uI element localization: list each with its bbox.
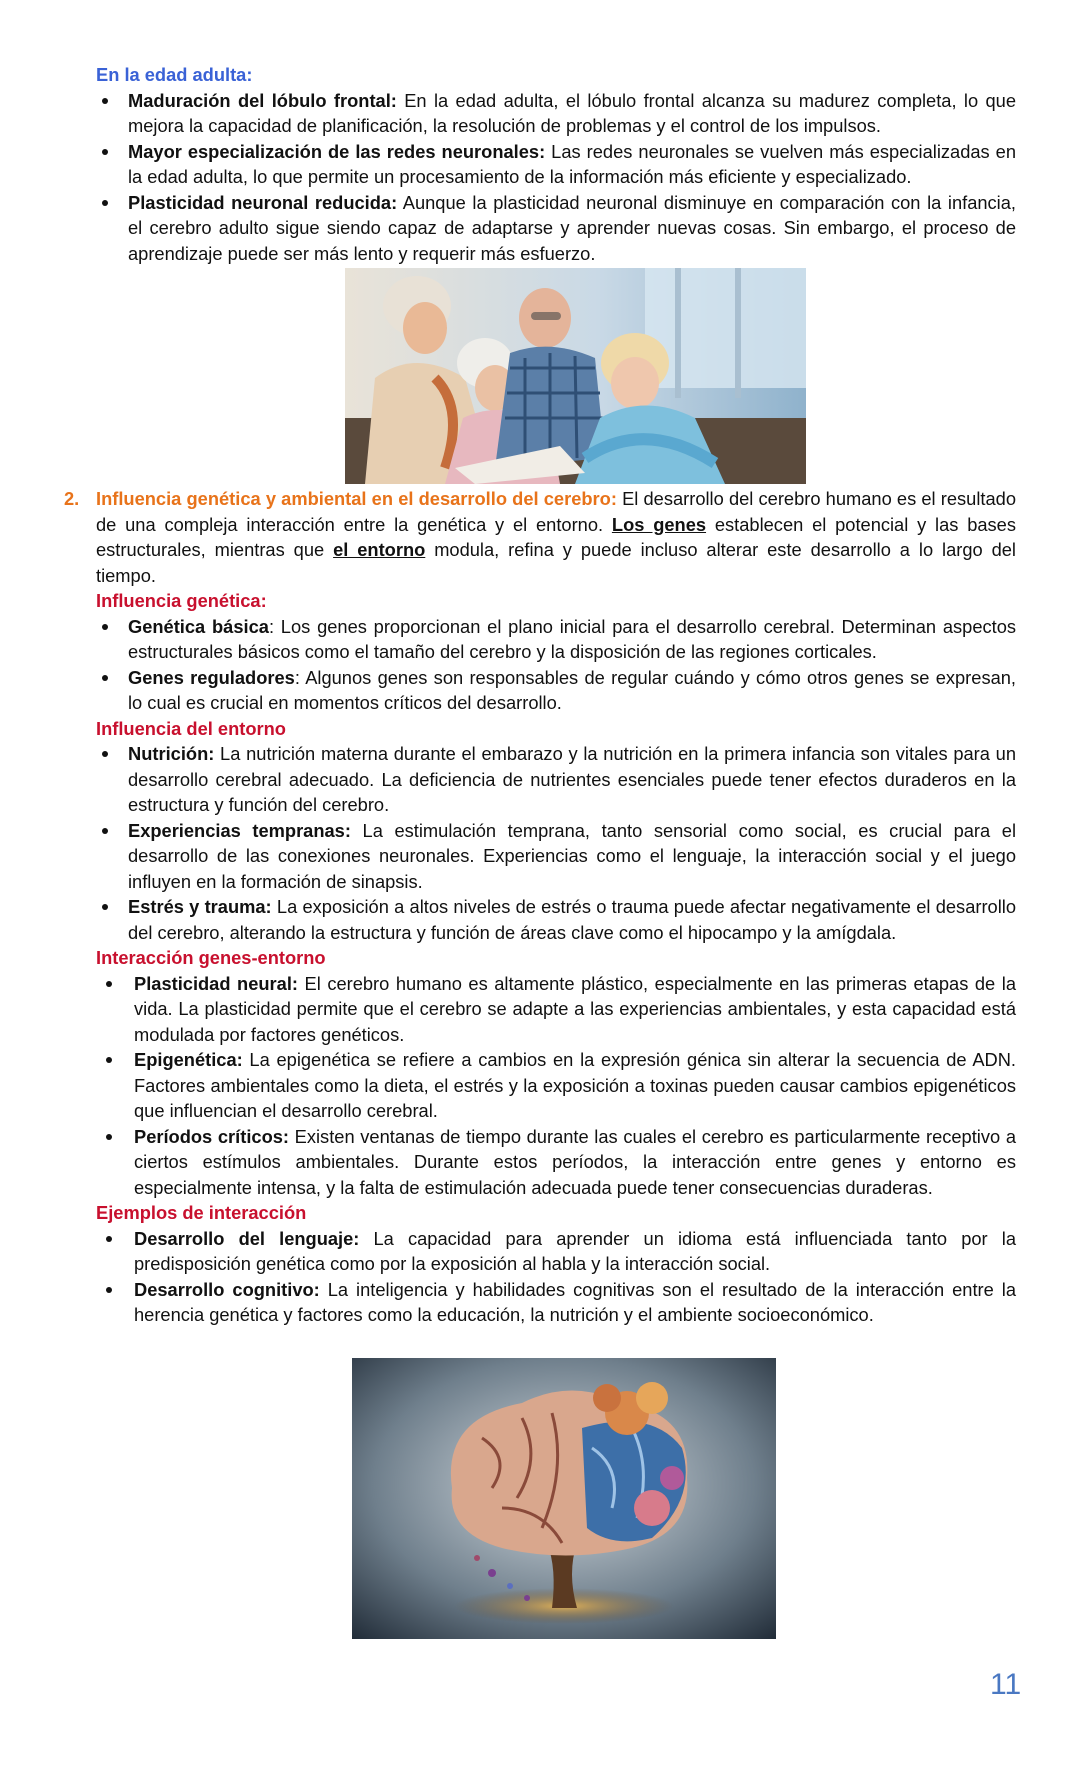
environment-heading: Influencia del entorno: [96, 717, 286, 739]
section-intro-a: El desarrollo del cerebro humano es el resultado de una compleja interacción entre la genética y el entorno.: [96, 488, 1016, 535]
section-number: 2.: [64, 488, 80, 509]
item-term: Genes reguladores: [128, 666, 295, 688]
interaction-list: [96, 971, 1016, 1201]
adult-list: [96, 88, 1016, 267]
item-text: : Algunos genes son responsables de regular cuándo y cómo otros genes se expresan, lo cual es crucial en momentos críticos del desarrollo.: [128, 666, 1016, 713]
item-term: Genética básica: [128, 615, 269, 637]
entorno-label: el entorno: [333, 539, 426, 560]
list-item: [96, 741, 1016, 818]
item-term: Períodos críticos:: [134, 1125, 289, 1147]
list-item: [96, 665, 1016, 716]
item-term: Nutrición:: [128, 743, 215, 764]
examples-heading: Ejemplos de interacción: [96, 1202, 307, 1223]
item-text: La nutrición materna durante el embarazo y la nutrición en la primera infancia son vitales para un desarrollo cerebral adecuado. La deficiencia de nutrientes esenciales puede tener efectos duraderos en la estructura y función del cerebro.: [128, 743, 1016, 815]
page-content: [64, 62, 1017, 1639]
item-text: Las redes neuronales se vuelven más especializadas en la edad adulta, lo que permite un procesamiento de la información más eficiente y especializado.: [128, 140, 1017, 187]
examples-list: [96, 1226, 1016, 1328]
item-text: : Los genes proporcionan el plano inicial para el desarrollo cerebral. Determinan aspectos estructurales básicos como el tamaño del cerebro y la disposición de las regiones corticales.: [128, 615, 1017, 662]
list-item: [96, 971, 1016, 1048]
list-item: [96, 1047, 1016, 1124]
item-term: Desarrollo cognitivo:: [134, 1278, 320, 1300]
item-text: En la edad adulta, el lóbulo frontal alcanza su madurez completa, lo que mejora la capacidad de planificación, la resolución de problemas y el control de los impulsos.: [128, 89, 1016, 136]
list-item: [96, 139, 1016, 190]
list-item: [96, 614, 1016, 665]
item-text: Existen ventanas de tiempo durante las cuales el cerebro es particularmente receptivo a ciertos estímulos ambientales. Durante estos períodos, la interacción entre genes y entorno es especialmente intensa, y la falta de estimulación adecuada puede tener consecuencias duraderas.: [134, 1125, 1016, 1198]
genetic-list: [96, 614, 1016, 716]
adult-heading: En la edad adulta:: [96, 64, 253, 85]
list-item: [96, 818, 1016, 895]
list-item: [96, 1226, 1016, 1277]
item-term: Desarrollo del lenguaje:: [134, 1227, 360, 1249]
elderly-people-photo: [345, 268, 806, 484]
item-text: La exposición a altos niveles de estrés o trauma puede afectar negativamente el desarrollo del cerebro, alterando la estructura y función de áreas clave como el hipocampo y la amígdala.: [128, 896, 1016, 943]
item-text: La epigenética se refiere a cambios en la expresión génica sin alterar la secuencia de ADN. Factores ambientales como la dieta, el estrés y la exposición a toxinas pueden causar cambios epigenéticos que influencian el desarrollo cerebral.: [134, 1049, 1016, 1121]
item-text: El cerebro humano es altamente plástico, especialmente en las primeras etapas de la vida. La plasticidad permite que el cerebro se adapte a las experiencias ambientales, y esta capacidad está modulada por factores genéticos.: [134, 972, 1016, 1045]
item-text: Aunque la plasticidad neuronal disminuye en comparación con la infancia, el cerebro adulto sigue siendo capaz de adaptarse y aprender nuevas cosas. Sin embargo, el proceso de aprendizaje puede ser más lento y requerir más esfuerzo.: [128, 191, 1016, 264]
item-text: La estimulación temprana, tanto sensorial como social, es crucial para el desarrollo de las conexiones neuronales. Experiencias como el lenguaje, la interacción social y el juego influyen en la formación de sinapsis.: [128, 819, 1016, 892]
item-term: Estrés y trauma:: [128, 896, 272, 917]
list-item: [96, 88, 1016, 139]
item-term: Experiencias tempranas:: [128, 819, 351, 841]
environment-list: [96, 741, 1016, 945]
brain-tree-illustration: [352, 1358, 776, 1639]
elderly-people-illustration: [345, 268, 806, 484]
genes-label: Los genes: [611, 513, 707, 535]
interaction-heading: Interacción genes-entorno: [96, 947, 326, 968]
section-2: [64, 486, 1016, 588]
item-term: Maduración del lóbulo frontal:: [128, 89, 397, 111]
item-term: Plasticidad neural:: [134, 972, 298, 994]
brain-tree-image: [352, 1358, 776, 1639]
list-item: [96, 1124, 1016, 1201]
section-intro-c: modula, refina y puede incluso alterar este desarrollo a lo largo del tiempo.: [96, 539, 1016, 586]
item-term: Plasticidad neuronal reducida:: [128, 191, 398, 213]
list-item: [96, 190, 1016, 267]
item-text: La inteligencia y habilidades cognitivas son el resultado de la interacción entre la herencia genética y factores como la educación, la nutrición y el ambiente socioeconómico.: [134, 1278, 1016, 1325]
genetic-heading: Influencia genética:: [96, 590, 267, 611]
list-item: [96, 894, 1016, 945]
list-item: [96, 1277, 1016, 1328]
item-text: La capacidad para aprender un idioma está influenciada tanto por la predisposición genética como por la exposición al habla y la interacción social.: [134, 1227, 1016, 1274]
item-term: Epigenética:: [134, 1049, 243, 1070]
section-title: Influencia genética y ambiental en el desarrollo del cerebro:: [96, 488, 617, 509]
page-number: 11: [990, 1668, 1022, 1701]
section-intro-b: establecen el potencial y las bases estructurales, mientras que: [96, 513, 1016, 560]
item-term: Mayor especialización de las redes neuronales:: [128, 140, 546, 162]
